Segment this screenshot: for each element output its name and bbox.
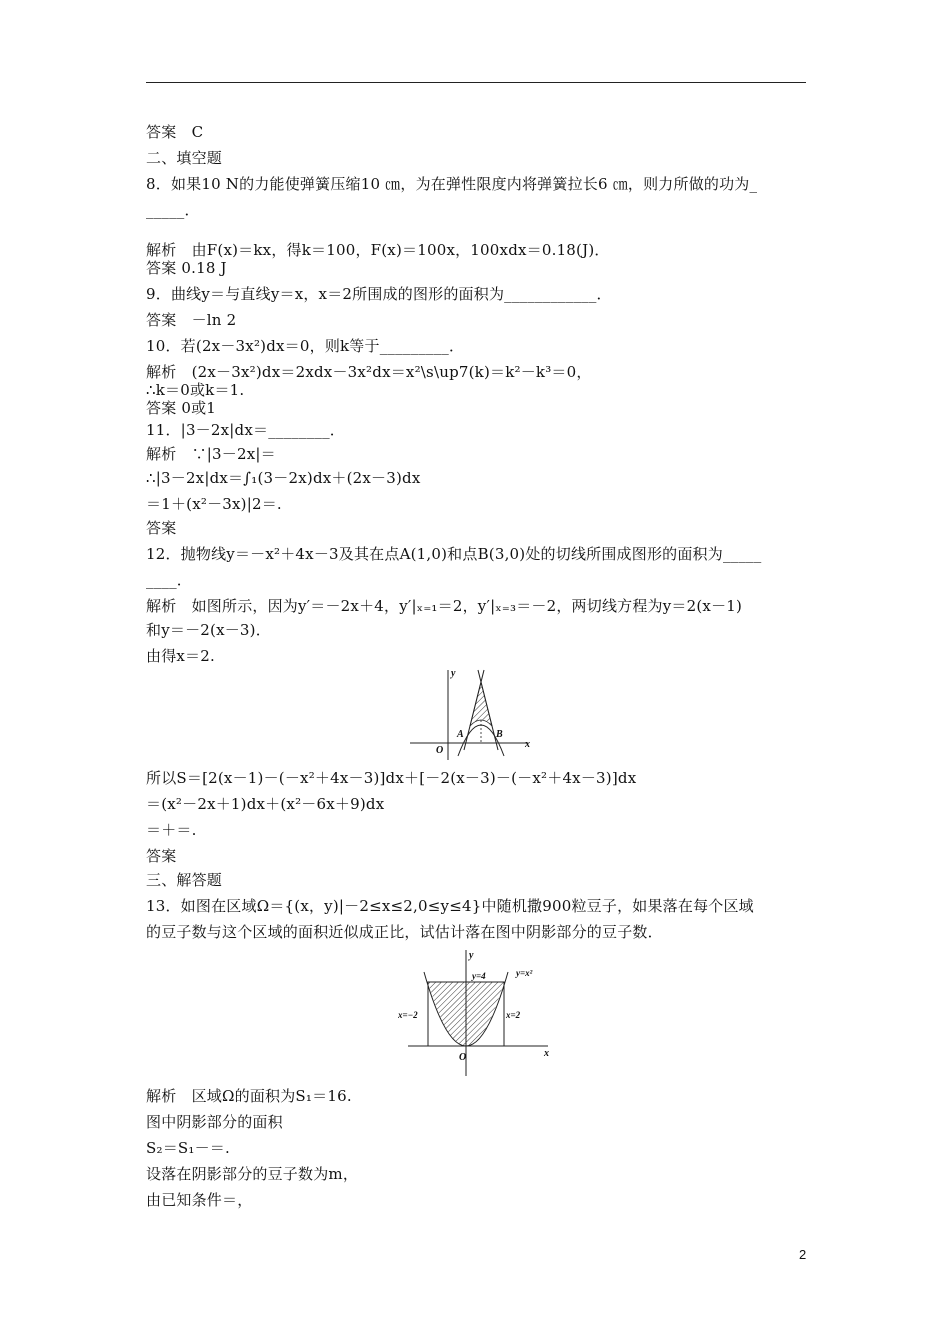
- answer-line: 答案 0.18 J: [146, 259, 227, 277]
- solution-line: 设落在阴影部分的豆子数为m，: [146, 1165, 359, 1183]
- solution-line: 解析 ∵|3－2x|＝: [146, 445, 276, 463]
- region-figure: [398, 946, 558, 1080]
- q11-text: 11．|3－2x|dx＝________．: [146, 421, 346, 439]
- solution-line: 由得x＝2.: [146, 647, 215, 665]
- answer-line: 答案 0或1: [146, 399, 217, 417]
- q13-text: 的豆子数与这个区域的面积近似成正比，试估计落在图中阴影部分的豆子数．: [146, 923, 663, 941]
- solution-line: 由已知条件＝，: [146, 1191, 253, 1209]
- solution-line: S₂＝S₁－＝.: [146, 1139, 230, 1157]
- point-a-label: A: [457, 729, 464, 740]
- shaded-region: [470, 682, 492, 726]
- solution-line: 解析 区域Ω的面积为S₁＝16.: [146, 1087, 352, 1105]
- solution-line: 所以S＝[2(x－1)－(－x²＋4x－3)]dx＋[－2(x－3)－(－x²＋4x－3)]dx: [146, 769, 637, 787]
- q8-text: 8．如果10 N的力能使弹簧压缩10 ㎝，为在弹性限度内将弹簧拉长6 ㎝，则力所做的功为_: [146, 175, 758, 193]
- solution-line: 图中阴影部分的面积: [146, 1113, 283, 1131]
- header-rule: [146, 82, 806, 83]
- solution-line: ＝＋＝.: [146, 821, 197, 839]
- solution-line: 解析 由F(x)＝kx，得k＝100，F(x)＝100x，100xdx＝0.18(J)．: [146, 241, 610, 259]
- answer-line: 答案: [146, 519, 177, 537]
- point-b-label: B: [496, 729, 503, 740]
- line-xr-label: x=2: [506, 1010, 521, 1020]
- q10-text: 10．若(2x－3x²)dx＝0，则k等于_________．: [146, 337, 465, 355]
- tangent-figure: [408, 664, 538, 764]
- q13-text: 13．如图在区域Ω＝{(x，y)|－2≤x≤2,0≤y≤4}中随机撒900粒豆子，如果落在每个区域: [146, 897, 754, 915]
- solution-line: ∴k＝0或k＝1.: [146, 381, 245, 399]
- shaded-region: [428, 982, 504, 1046]
- solution-line: ＝1＋(x²－3x)|2＝.: [146, 495, 282, 513]
- page-number: 2: [799, 1247, 807, 1262]
- answer-line: 答案 －ln 2: [146, 311, 237, 329]
- section-title: 三、解答题: [146, 871, 223, 889]
- origin-label: O: [436, 745, 444, 756]
- solution-line: 解析 (2x－3x²)dx＝2xdx－3x²dx＝x²\s\up7(k)＝k²－k³＝0，: [146, 363, 592, 381]
- q12-blank: ____．: [146, 571, 193, 589]
- line-y4-label: y=4: [472, 971, 486, 981]
- curve-label: y=x²: [516, 968, 533, 978]
- line-xl-label: x=−2: [398, 1010, 418, 1020]
- q12-text: 12．抛物线y＝－x²＋4x－3及其在点A(1,0)和点B(3,0)处的切线所围成图形的面积为_____: [146, 545, 762, 563]
- q8-blank: _____．: [146, 201, 200, 219]
- x-axis-label: x: [525, 739, 530, 750]
- x-axis-label: x: [544, 1048, 549, 1059]
- solution-line: ∴|3－2x|dx＝∫₁(3－2x)dx＋(2x－3)dx: [146, 469, 421, 487]
- y-axis-label: y: [451, 668, 456, 679]
- solution-line: 和y＝－2(x－3)．: [146, 621, 271, 639]
- q9-text: 9．曲线y＝与直线y＝x，x＝2所围成的图形的面积为____________．: [146, 285, 612, 303]
- solution-line: 解析 如图所示，因为y′＝－2x＋4，y′|ₓ₌₁＝2，y′|ₓ₌₃＝－2，两切线方程为y＝2(x－1): [146, 597, 743, 615]
- section-title: 二、填空题: [146, 149, 223, 167]
- origin-label: O: [459, 1052, 467, 1063]
- answer-line: 答案: [146, 847, 177, 865]
- solution-line: ＝(x²－2x＋1)dx＋(x²－6x＋9)dx: [146, 795, 385, 813]
- answer-line: 答案 C: [146, 123, 204, 141]
- y-axis-label: y: [469, 950, 474, 961]
